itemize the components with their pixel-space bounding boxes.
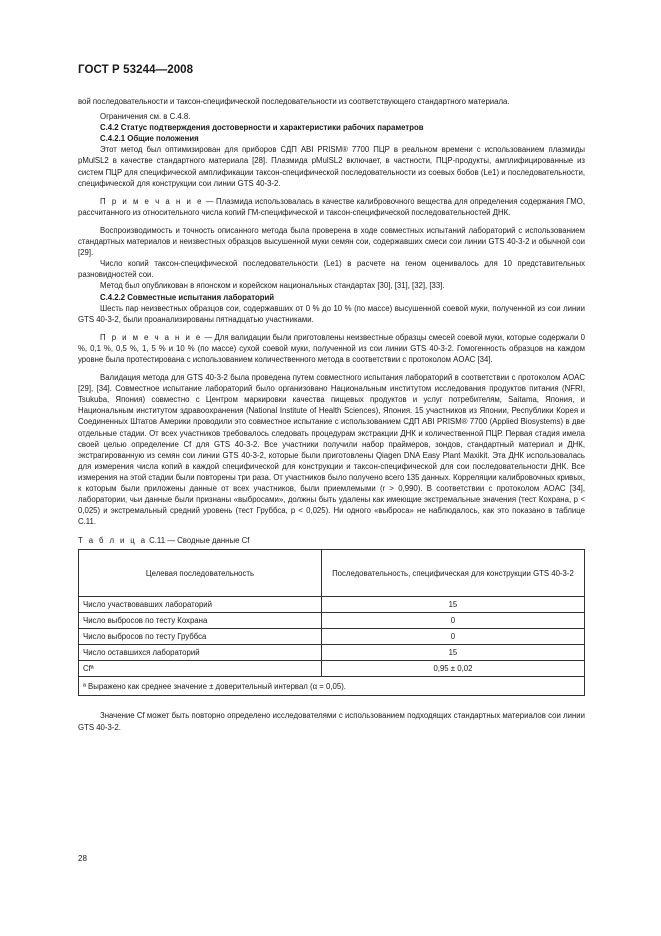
table-row [79,597,585,613]
table-row [79,629,585,645]
table-cell: Число выбросов по тесту Кохрана [79,613,322,629]
table-header-cell: Последовательность, специфическая для конструкции GTS 40-3-2 [321,550,584,597]
table-cell: 0,95 ± 0,02 [321,661,584,677]
table-cell: 0 [321,613,584,629]
subsection-heading [78,133,585,144]
paragraph: Число копий таксон-специфической последовательности (Le1) в расчете на геном оценивалось для 10 представительных разновидностей сои. [78,259,585,280]
table-cell: Число выбросов по тесту Груббса [79,629,322,645]
paragraph: Ограничения см. в С.4.8. [100,112,191,122]
note-label: П р и м е ч а н и е [100,196,204,206]
subsection-heading-text: С.4.2.1 Общие положения [100,134,199,144]
paragraph: Валидация метода для GTS 40-3-2 была проведена путем совместного испытания лабораторий в соответствии с протоколом AOAC [29], [34]. Совместное испытание лабораторий было организовано Национальным институтом исследования продуктов питания (NFRI, Tsukuba, Япония) совместно с Центром маркировки качества пищевых продуктов и услуг потребителям, Saitama, Япония, и Национальным институтом здравоохранения (National Institute of Health Sciences), Япония. 15 участников из Японии, Республики Корея и Соединенных Штатов Америки проводили это совместное испытание с использованием СДП ABI PRISM® 7700 (Applied Biosystems) в две отдельные стадии. От всех участников требовалось следовать процедурам экстракции ДНК и количественной ПЦР. Первая стадия имела своей целью определение Cf для GTS 40-3-2. Все участники получили набор праймеров, зондов, стандартный материал и ДНК, экстрагированную из семян сои линии GTS 40-3-2, которые были приготовлены Qiagen DNA Easy Plant Maxikit. Эта ДНК использовалась для измерения числа копий в каждой специфической для конструкции и таксон-специфической для сои последовательности ДНК. Все измерения на этой стадии были повторены три раза. От участников было получено всего 135 данных. Корреляции калибровочных кривых, к которым были приложены данные от всех участников, были приемлемыми (r > 0,990). В соответствии с протоколом AOAC [34], лаборатории, чьи данные были признаны «выбросами», должны быть удалены как имеющие экстремальные значения (тест Кохрана, p < 0,025) и экстремальный средний уровень (тест Груббса, p < 0,025). Ни одного «выброса» не наблюдалось, как это показано в таблице С.11. [78,373,585,527]
table-row [79,645,585,661]
subsection-heading [78,292,585,303]
table-footnote-row [79,677,585,696]
subsection-heading-text: С.4.2.2 Совместные испытания лабораторий [100,292,275,302]
paragraph: Этот метод был оптимизирован для приборов СДП ABI PRISM® 7700 ПЦР в реальном времени с использованием плазмиды pMulSL2 в качестве стандартного материала [28]. Плазмида pMulSL2 включает, в частности, ПЦР-продукты, амплифицированные из систем ПЦР для специфической амплификации таксон-специфической последовательности из соевых бобов (Le1) и последовательности, специфической для конструкции сои линии GTS 40-3-2. [78,145,585,188]
document-body [78,96,585,733]
note [78,196,585,218]
table-caption-label: Т а б л и ц а [78,536,147,546]
table-footnote: ª Выражено как среднее значение ± доверительный интервал (α = 0,05). [79,677,585,696]
table-cell: Cfª [79,661,322,677]
cf-summary-table [78,549,585,696]
table-cell: 15 [321,645,584,661]
table-row [79,661,585,677]
section-heading [78,122,585,133]
table-cell: Число оставшихся лабораторий [79,645,322,661]
table-caption-text: С.11 — Сводные данные Cf [146,536,250,546]
table-cell: Число участвовавших лабораторий [79,597,322,613]
document-header: ГОСТ Р 53244—2008 [78,64,194,76]
table-cell: 0 [321,629,584,645]
paragraph: Шесть пар неизвестных образцов сои, содержавших от 0 % до 10 % (по массе) высушенной соевой муки, полученной из сои линии GTS 40-3-2, были проанализированы пятнадцатью участниками. [78,303,585,324]
paragraph: Воспроизводимость и точность описанного метода была проверена в ходе совместных испытаний лабораторий с использованием стандартных материалов и неизвестных образцов высушенной муки семян сои, содержавших смеси сои линии GTS 40-3-2 и обычной сои [29]. [78,225,585,258]
note-label: П р и м е ч а н и е [100,332,203,342]
section-heading-text: С.4.2 Статус подтверждения достоверности и характеристики рабочих параметров [100,123,424,133]
note-text: — Плазмида использовалась в качестве калибровочного вещества для определения содержания ГМО, рассчитанного из относительного числа копий ГМ-специфической и таксон-специфической последовательностей ДНК. [78,196,586,217]
paragraph: вой последовательности и таксон-специфической последовательности из соответствующего стандартного материала. [78,97,510,106]
paragraph: Метод был опубликован в японском и корейском национальных стандартах [30], [31], [32], [33]. [100,281,445,291]
note [78,332,585,365]
table-cell: 15 [321,597,584,613]
paragraph: Значение Cf может быть повторно определено исследователями с использованием подходящих стандартных материалов сои линии GTS 40-3-2. [78,711,585,732]
page-number: 28 [78,854,87,863]
table-header-row [79,550,585,597]
note-text: — Для валидации были приготовлены неизвестные образцы смесей соевой муки, которые содержали 0 %, 0,1 %, 0,5 %, 1, 5 % и 10 % (по массе) сухой соевой муки, полученной из сои линии GTS 40-3-2. Гомогенность образцов на каждом уровне была протестирована с использованием количественного метода в соответствии с протоколом AOAC [34]. [78,332,586,364]
table-row [79,613,585,629]
table-header-cell: Целевая последовательность [79,550,322,597]
table-caption [78,535,585,546]
